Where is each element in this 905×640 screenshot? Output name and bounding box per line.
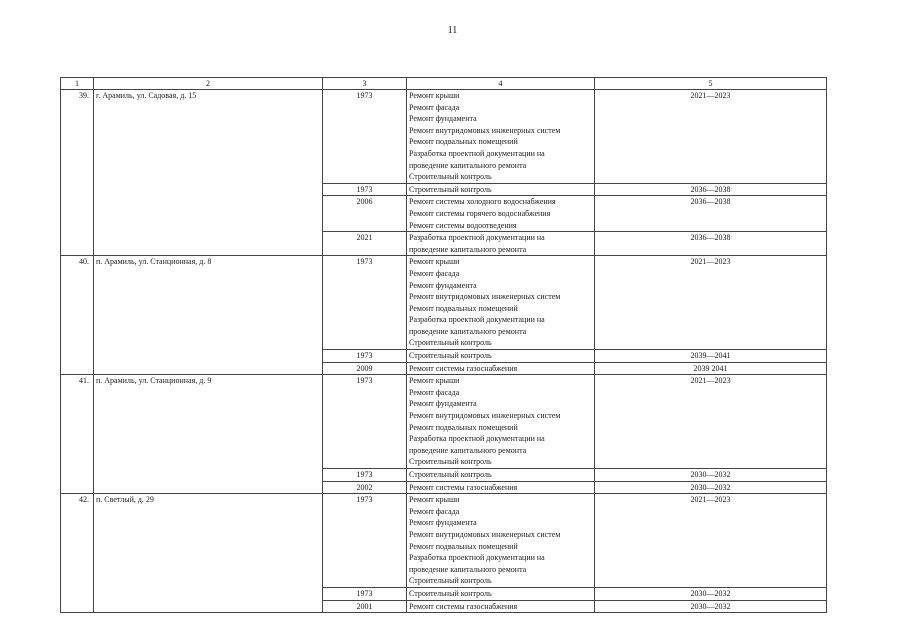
column-header-1: 1 bbox=[61, 78, 94, 90]
works-cell: Ремонт крыши Ремонт фасада Ремонт фундамента Ремонт внутридомовых инженерных систем Ремонт подвальных помещений Разработка проектной документации на проведение капитального ремонта Строительный контроль bbox=[407, 375, 595, 469]
year-cell: 1973 bbox=[323, 494, 407, 588]
period-cell: 2021—2023 bbox=[595, 90, 827, 184]
column-header-2: 2 bbox=[94, 78, 323, 90]
period-cell: 2039 2041 bbox=[595, 362, 827, 375]
table-body bbox=[61, 78, 827, 613]
works-cell: Строительный контроль bbox=[407, 469, 595, 482]
works-cell: Ремонт системы газоснабжения bbox=[407, 481, 595, 494]
period-cell: 2030—2032 bbox=[595, 600, 827, 613]
building-address: г. Арамиль, ул. Садовая, д. 15 bbox=[94, 90, 323, 256]
header-row bbox=[61, 78, 827, 90]
column-header-4: 4 bbox=[407, 78, 595, 90]
column-header-5: 5 bbox=[595, 78, 827, 90]
year-cell: 1973 bbox=[323, 375, 407, 469]
works-cell: Ремонт крыши Ремонт фасада Ремонт фундамента Ремонт внутридомовых инженерных систем Ремонт подвальных помещений Разработка проектной документации на проведение капитального ремонта Строительный контроль bbox=[407, 256, 595, 350]
works-cell: Разработка проектной документации на проведение капитального ремонта bbox=[407, 232, 595, 256]
year-cell: 2001 bbox=[323, 600, 407, 613]
building-address: п. Светлый, д. 29 bbox=[94, 494, 323, 613]
year-cell: 1973 bbox=[323, 350, 407, 363]
row-number: 42. bbox=[61, 494, 94, 613]
works-cell: Ремонт системы холодного водоснабжения Ремонт системы горячего водоснабжения Ремонт системы водоотведения bbox=[407, 196, 595, 232]
period-cell: 2030—2032 bbox=[595, 587, 827, 600]
year-cell: 1973 bbox=[323, 183, 407, 196]
row-number: 40. bbox=[61, 256, 94, 375]
works-cell: Ремонт крыши Ремонт фасада Ремонт фундамента Ремонт внутридомовых инженерных систем Ремонт подвальных помещений Разработка проектной документации на проведение капитального ремонта Строительный контроль bbox=[407, 90, 595, 184]
period-cell: 2021—2023 bbox=[595, 256, 827, 350]
works-cell: Строительный контроль bbox=[407, 350, 595, 363]
period-cell: 2030—2032 bbox=[595, 481, 827, 494]
table-row bbox=[61, 256, 827, 350]
year-cell: 1973 bbox=[323, 587, 407, 600]
column-header-3: 3 bbox=[323, 78, 407, 90]
repair-schedule-table bbox=[60, 77, 827, 613]
year-cell: 2009 bbox=[323, 362, 407, 375]
works-cell: Ремонт системы газоснабжения bbox=[407, 600, 595, 613]
page-number: 11 bbox=[447, 25, 458, 36]
year-cell: 1973 bbox=[323, 90, 407, 184]
period-cell: 2036—2038 bbox=[595, 196, 827, 232]
period-cell: 2021—2023 bbox=[595, 494, 827, 588]
period-cell: 2030—2032 bbox=[595, 469, 827, 482]
year-cell: 2002 bbox=[323, 481, 407, 494]
year-cell: 1973 bbox=[323, 469, 407, 482]
period-cell: 2039—2041 bbox=[595, 350, 827, 363]
works-cell: Строительный контроль bbox=[407, 183, 595, 196]
works-cell: Ремонт системы газоснабжения bbox=[407, 362, 595, 375]
building-address: п. Арамиль, ул. Станционная, д. 8 bbox=[94, 256, 323, 375]
period-cell: 2036—2038 bbox=[595, 183, 827, 196]
period-cell: 2036—2038 bbox=[595, 232, 827, 256]
year-cell: 2021 bbox=[323, 232, 407, 256]
year-cell: 1973 bbox=[323, 256, 407, 350]
table-row bbox=[61, 494, 827, 588]
row-number: 41. bbox=[61, 375, 94, 494]
row-number: 39. bbox=[61, 90, 94, 256]
table-row bbox=[61, 375, 827, 469]
building-address: п. Арамиль, ул. Станционная, д. 9 bbox=[94, 375, 323, 494]
period-cell: 2021—2023 bbox=[595, 375, 827, 469]
works-cell: Строительный контроль bbox=[407, 587, 595, 600]
table-row bbox=[61, 90, 827, 184]
year-cell: 2006 bbox=[323, 196, 407, 232]
works-cell: Ремонт крыши Ремонт фасада Ремонт фундамента Ремонт внутридомовых инженерных систем Ремонт подвальных помещений Разработка проектной документации на проведение капитального ремонта Строительный контроль bbox=[407, 494, 595, 588]
